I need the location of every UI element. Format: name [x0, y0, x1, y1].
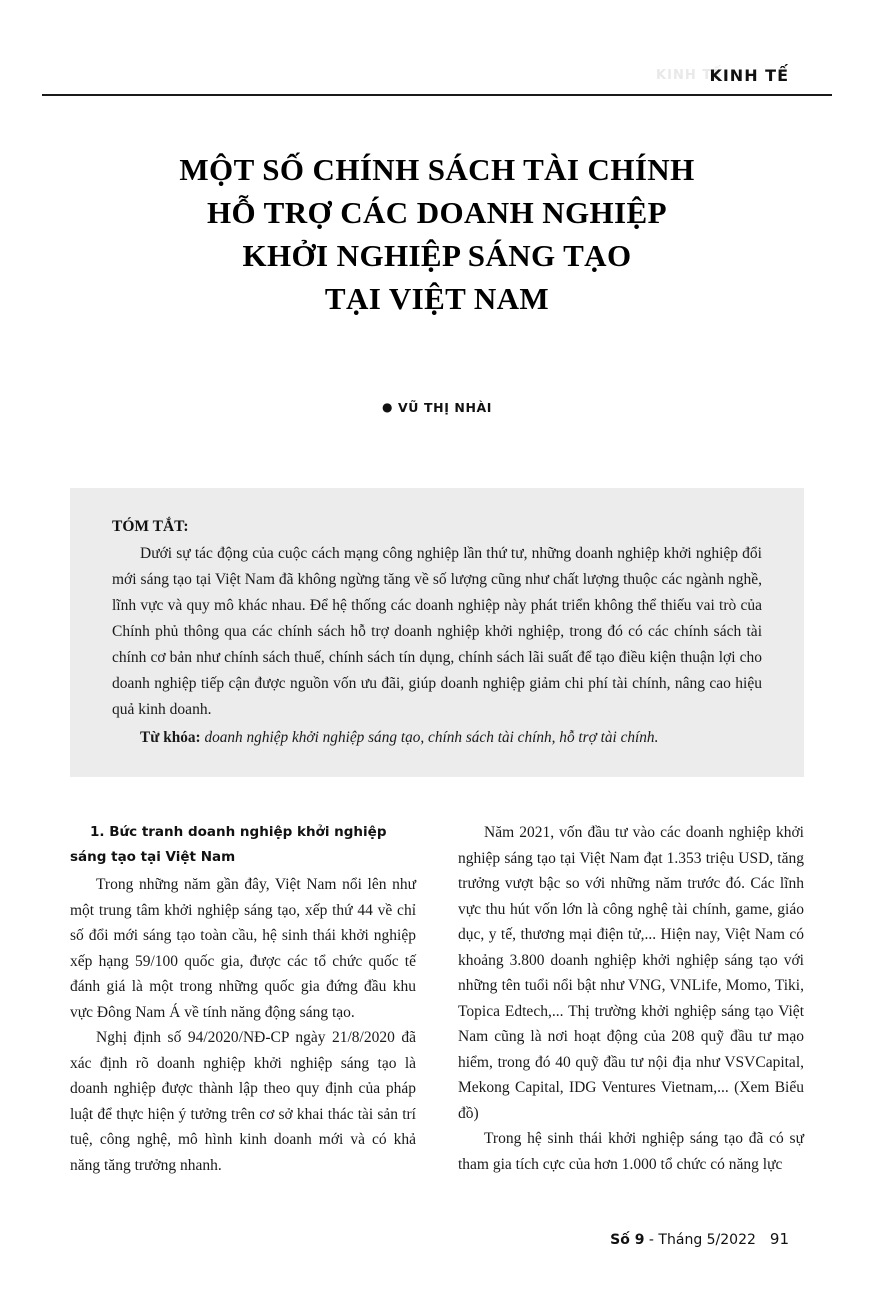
- right-paragraph-1: Năm 2021, vốn đầu tư vào các doanh nghiệp khởi nghiệp sáng tạo tại Việt Nam đạt 1.353 triệu USD, tăng trưởng vượt bậc so với những năm trước đó. Các lĩnh vực thu hút vốn lớn là công nghệ tài chính, game, giáo dục, y tế, thương mại điện tử,... Hiện nay, Việt Nam có khoảng 3.800 doanh nghiệp khởi nghiệp sáng tạo với những tên tuổi nổi bật như VNG, VNLife, Momo, Tiki, Topica Edtech,... Thị trường khởi nghiệp sáng tạo Việt Nam cũng là nơi hoạt động của 208 quỹ đầu tư mạo hiểm, trong đó 40 quỹ đầu tư nội địa như VSVCapital, Mekong Capital, IDG Ventures Vietnam,... (Xem Biểu đồ): [458, 824, 804, 1122]
- left-paragraph-1: Trong những năm gần đây, Việt Nam nổi lên như một trung tâm khởi nghiệp sáng tạo, xếp thứ 44 về chỉ số đổi mới sáng tạo toàn cầu, hệ sinh thái khởi nghiệp xếp hạng 59/100 quốc gia, được các tổ chức quốc tế đánh giá là một trong những quốc gia đứng đầu khu vực Đông Nam Á về tính năng động sáng tạo.: [70, 876, 416, 1021]
- abstract-keywords-label: Từ khóa:: [140, 729, 201, 746]
- header-divider: [42, 94, 832, 96]
- abstract-keywords: [112, 725, 762, 751]
- page-footer: [610, 1230, 789, 1248]
- right-column: [458, 820, 804, 1178]
- abstract-keywords-text: doanh nghiệp khởi nghiệp sáng tạo, chính sách tài chính, hỗ trợ tài chính.: [200, 729, 659, 746]
- page-title: [70, 148, 804, 320]
- bullet-icon: ●: [381, 400, 394, 414]
- title-line-1: MỘT SỐ CHÍNH SÁCH TÀI CHÍNH: [179, 152, 695, 187]
- body-columns: [70, 820, 804, 1178]
- header-section-label: KINH TẾ: [709, 66, 789, 85]
- footer-date: - Tháng 5/2022: [644, 1232, 756, 1248]
- right-paragraph-2: Trong hệ sinh thái khởi nghiệp sáng tạo đã có sự tham gia tích cực của hơn 1.000 tổ chức có năng lực: [458, 1130, 804, 1173]
- footer-issue: Số 9: [610, 1232, 645, 1248]
- footer-page-number: 91: [769, 1230, 789, 1248]
- author-line: [0, 400, 874, 415]
- left-column: [70, 820, 416, 1178]
- section-heading-1: 1. Bức tranh doanh nghiệp khởi nghiệp sáng tạo tại Việt Nam: [70, 824, 387, 865]
- title-line-2: HỖ TRỢ CÁC DOANH NGHIỆP: [207, 195, 667, 230]
- abstract-heading: TÓM TẮT:: [112, 518, 189, 535]
- author-name: VŨ THỊ NHÀI: [398, 400, 493, 415]
- abstract-body: Dưới sự tác động của cuộc cách mạng công nghiệp lần thứ tư, những doanh nghiệp khởi nghiệp đổi mới sáng tạo tại Việt Nam đã không ngừng tăng về số lượng cũng như chất lượng thuộc các ngành nghề, lĩnh vực và quy mô khác nhau. Để hệ thống các doanh nghiệp này phát triển không thể thiếu vai trò của Chính phủ thông qua các chính sách hỗ trợ doanh nghiệp khởi nghiệp, trong đó có các chính sách tài chính cơ bản như chính sách thuế, chính sách tín dụng, chính sách lãi suất để tạo điều kiện thuận lợi cho doanh nghiệp tiếp cận được nguồn vốn ưu đãi, giúp doanh nghiệp giảm chi phí tài chính, nâng cao hiệu quả kinh doanh.: [112, 545, 762, 718]
- left-paragraph-2: Nghị định số 94/2020/NĐ-CP ngày 21/8/2020 đã xác định rõ doanh nghiệp khởi nghiệp sáng tạo là doanh nghiệp được thành lập theo quy định của pháp luật để thực hiện ý tưởng trên cơ sở khai thác tài sản trí tuệ, công nghệ, mô hình kinh doanh mới và có khả năng tăng trưởng nhanh.: [70, 1029, 416, 1174]
- abstract-box: [70, 488, 804, 777]
- title-line-3: KHỞI NGHIỆP SÁNG TẠO: [242, 238, 632, 273]
- title-line-4: TẠI VIỆT NAM: [324, 281, 550, 316]
- page-header: [0, 58, 874, 102]
- header-ghost-text: KINH TẾ: [656, 68, 722, 83]
